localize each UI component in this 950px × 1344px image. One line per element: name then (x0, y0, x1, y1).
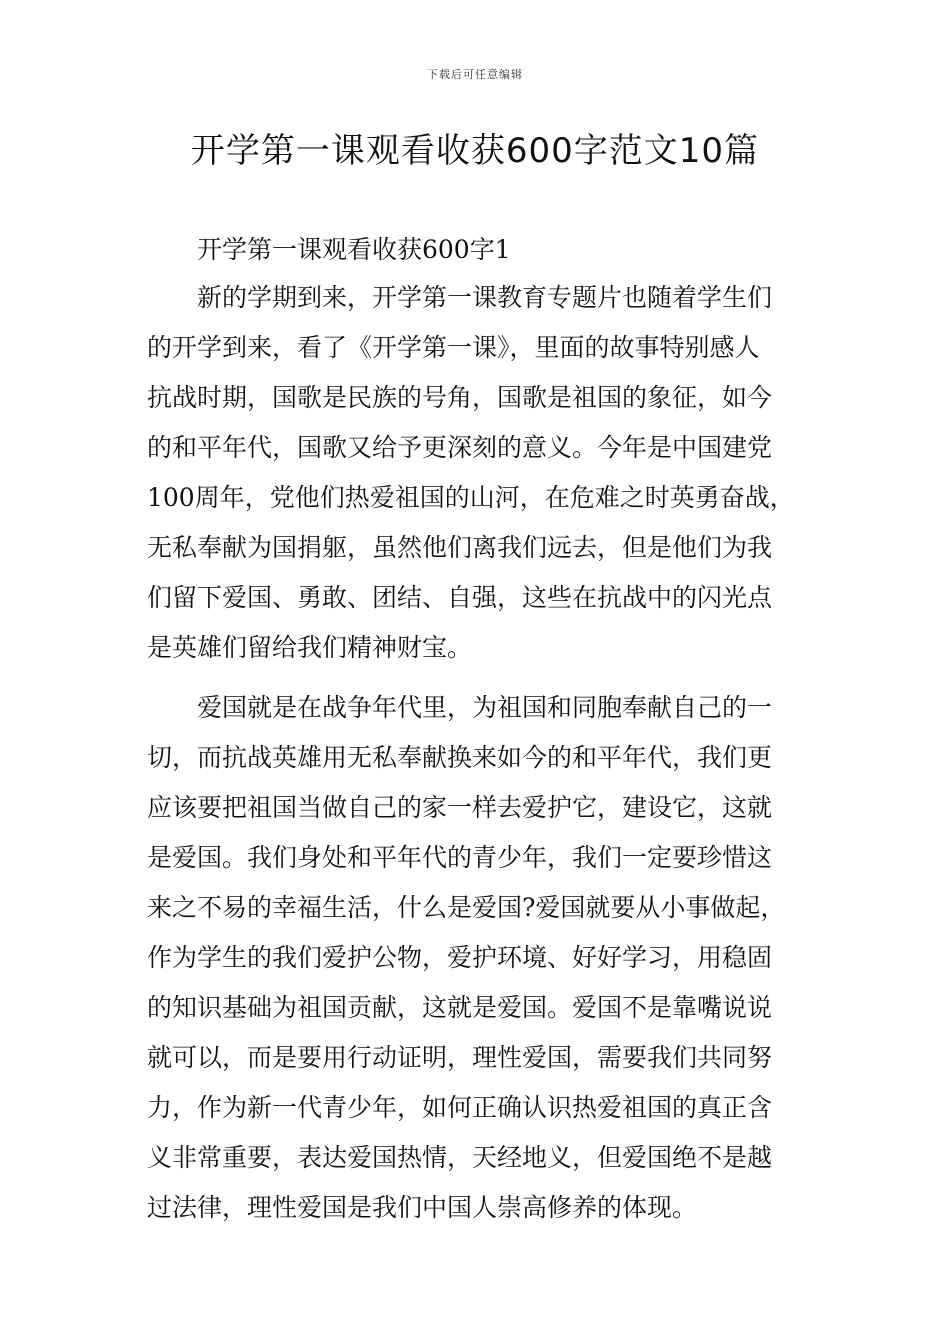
paragraph-line: 作为学生的我们爱护公物，爱护环境、好好学习，用稳固 (147, 943, 773, 972)
paragraph-line: 爱国就是在战争年代里，为祖国和同胞奉献自己的一 (197, 693, 773, 722)
paragraph-line: 过法律，理性爱国是我们中国人崇高修养的体现。 (147, 1193, 698, 1222)
paragraph-2 (147, 683, 811, 1233)
paragraph-line: 是英雄们留给我们精神财宝。 (147, 633, 473, 662)
paragraph-line: 的开学到来，看了《开学第一课》，里面的故事特别感人 (147, 333, 760, 362)
header-note: 下载后可任意编辑 (427, 68, 523, 81)
paragraph-line: 力，作为新一代青少年，如何正确认识热爱祖国的真正含 (147, 1093, 773, 1122)
paragraph-line: 抗战时期，国歌是民族的号角，国歌是祖国的象征，如今 (147, 383, 773, 412)
paragraph-line: 无私奉献为国捐躯，虽然他们离我们远去，但是他们为我 (147, 533, 773, 562)
paragraph-line: 义非常重要，表达爱国热情，天经地义，但爱国绝不是越 (147, 1143, 773, 1172)
paragraph-1 (147, 273, 811, 673)
paragraph-line: 来之不易的幸福生活，什么是爱国?爱国就要从小事做起， (147, 893, 786, 922)
document-body (147, 227, 811, 1233)
paragraph-line: 就可以，而是要用行动证明，理性爱国，需要我们共同努 (147, 1043, 773, 1072)
paragraph-line: 100周年，党他们热爱祖国的山河，在危难之时英勇奋战， (147, 483, 795, 512)
paragraph-line: 的知识基础为祖国贡献，这就是爱国。爱国不是靠嘴说说 (147, 993, 773, 1022)
section-heading: 开学第一课观看收获600字1 (197, 235, 511, 264)
paragraph-line: 们留下爱国、勇敢、团结、自强，这些在抗战中的闪光点 (147, 583, 773, 612)
paragraph-line: 是爱国。我们身处和平年代的青少年，我们一定要珍惜这 (147, 843, 773, 872)
paragraph-line: 切，而抗战英雄用无私奉献换来如今的和平年代，我们更 (147, 743, 773, 772)
paragraph-line: 应该要把祖国当做自己的家一样去爱护它，建设它，这就 (147, 793, 773, 822)
paragraph-line: 的和平年代，国歌又给予更深刻的意义。今年是中国建党 (147, 433, 773, 462)
paragraph-line: 新的学期到来，开学第一课教育专题片也随着学生们 (197, 283, 773, 312)
document-title: 开学第一课观看收获600字范文10篇 (190, 131, 760, 171)
